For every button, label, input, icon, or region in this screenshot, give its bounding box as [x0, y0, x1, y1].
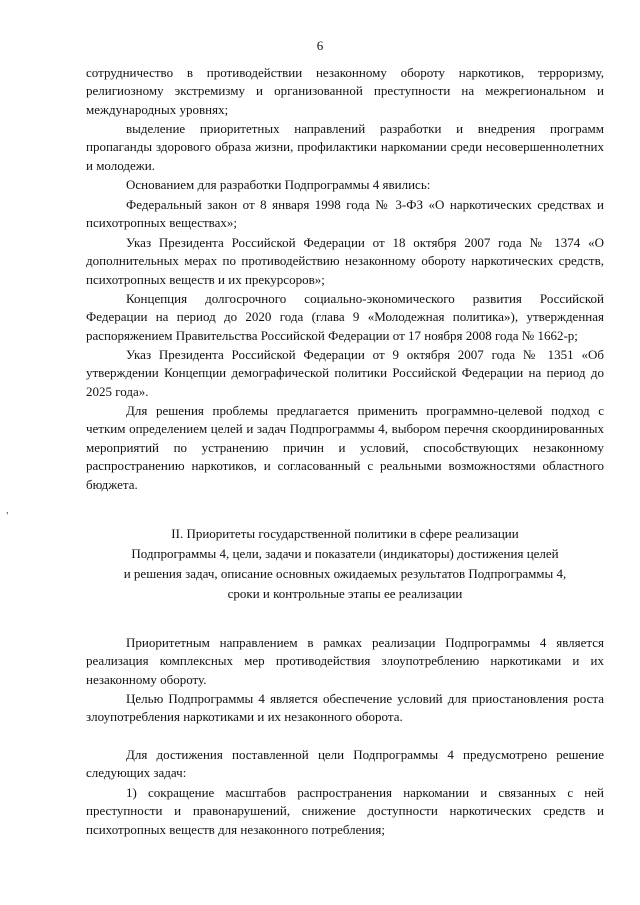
paragraph-tasks-intro: Для достижения поставленной цели Подпрограммы 4 предусмотрено решение следующих задач:	[86, 747, 604, 781]
paragraph-federal-law: Федеральный закон от 8 января 1998 года № 3-ФЗ «О наркотических средствах и психотропных веществах»;	[86, 197, 604, 231]
paragraph-basis: Основанием для разработки Подпрограммы 4 явились:	[126, 177, 431, 192]
section-heading	[70, 524, 620, 604]
margin-mark: ,	[6, 504, 9, 516]
paragraph-decree-1351: Указ Президента Российской Федерации от 9 октября 2007 года № 1351 «Об утверждении Концепции демографической политики Российской Федерации на период до 2025 года».	[86, 347, 604, 399]
paragraph-program-approach: Для решения проблемы предлагается применить программно-целевой подход с четким определением целей и задач Подпрограммы 4, выбором перечня скоординированных мероприятий по устранению причин и условий, способствующих незаконному распространению наркотиков, и согласованный с реальными возможностями областного бюджета.	[86, 403, 604, 492]
paragraph-decree-1374: Указ Президента Российской Федерации от 18 октября 2007 года № 1374 «О дополнительных мерах по противодействию незаконному обороту наркотических средств, психотропных веществ и их прекурсоров»;	[86, 235, 604, 287]
paragraph-goal: Целью Подпрограммы 4 является обеспечение условий для приостановления роста злоупотребления наркотиками и их незаконного оборота.	[86, 691, 604, 725]
paragraph-task-1: 1) сокращение масштабов распространения наркомании и связанных с ней преступности и правонарушений, снижение доступности наркотических средств и психотропных веществ для незаконного потребления;	[86, 785, 604, 837]
section-heading-line: II. Приоритеты государственной политики в сфере реализации	[171, 526, 519, 541]
paragraph-priority-directions: выделение приоритетных направлений разработки и внедрения программ пропаганды здорового образа жизни, профилактики наркомании среди несовершеннолетних и молодежи.	[86, 121, 604, 173]
section-heading-line: и решения задач, описание основных ожидаемых результатов Подпрограммы 4,	[123, 566, 567, 581]
paragraph-concept-2020: Концепция долгосрочного социально-экономического развития Российской Федерации на период до 2020 года (глава 9 «Молодежная политика»), утвержденная распоряжением Правительства Российской Федерации от 17 ноября 2008 года № 1662-р;	[86, 291, 604, 343]
section-heading-line: Подпрограммы 4, цели, задачи и показатели (индикаторы) достижения целей	[131, 546, 559, 561]
page-number: 6	[316, 38, 324, 53]
paragraph-cooperation: сотрудничество в противодействии незаконному обороту наркотиков, терроризму, религиозному экстремизму и организованной преступности на межрегиональном и международных уровнях;	[86, 65, 604, 117]
paragraph-priority: Приоритетным направлением в рамках реализации Подпрограммы 4 является реализация комплексных мер противодействия злоупотреблению наркотиками и их незаконному обороту.	[86, 635, 604, 687]
section-heading-line: сроки и контрольные этапы ее реализации	[227, 586, 463, 601]
